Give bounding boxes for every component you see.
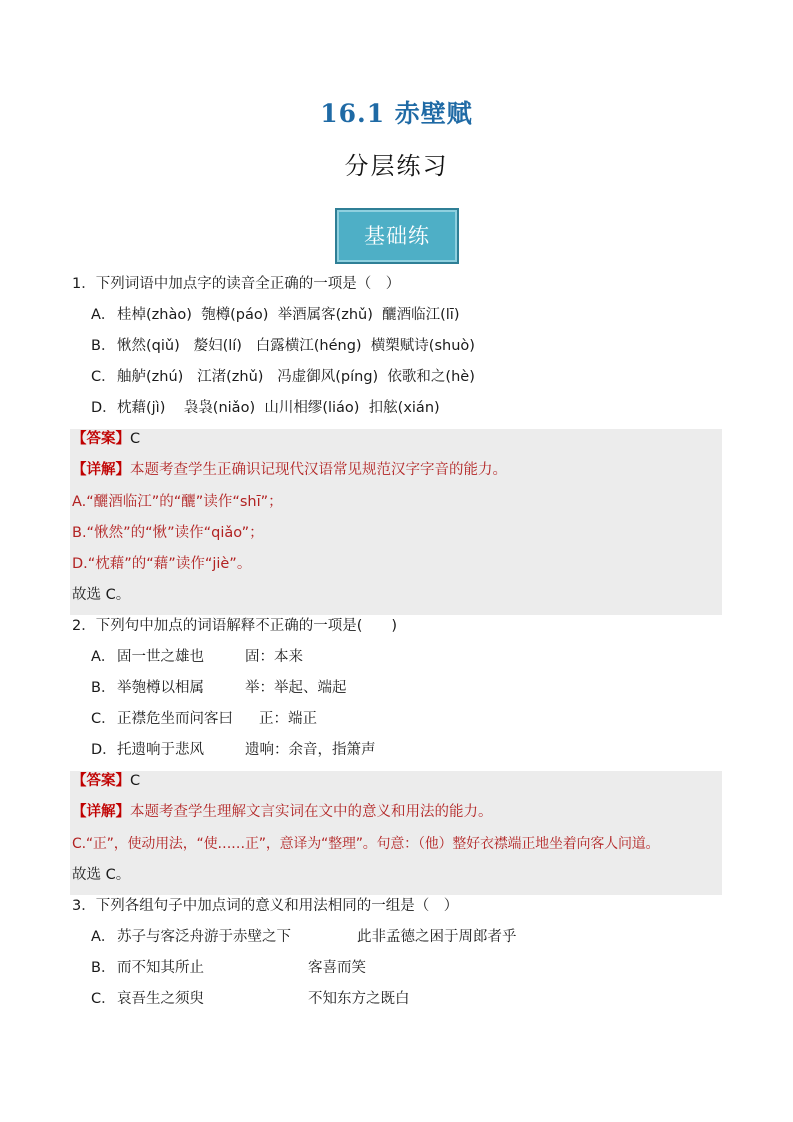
question-3-stem: 3．下列各组句子中加点词的意义和用法相同的一组是（ ）	[72, 898, 459, 914]
option-text-2: 客喜而笑	[308, 960, 366, 976]
document-title: 16.1 赤壁赋	[320, 99, 473, 128]
option-text: 举匏樽以相属	[117, 680, 204, 696]
question-3-option-a	[91, 926, 517, 948]
question-3-option-c	[91, 988, 410, 1010]
option-label: B．	[91, 338, 116, 354]
section-label: 基础练	[335, 208, 459, 264]
answer-tag: 【答案】	[72, 431, 130, 447]
answer-tag: 【答案】	[72, 773, 130, 789]
question-2-option-a	[91, 646, 303, 668]
option-text: 舳舻(zhú) 江渚(zhǔ) 冯虚御风(píng) 依歌和之(hè)	[117, 369, 475, 385]
detail-tag: 【详解】	[72, 804, 130, 820]
question-2-option-d	[91, 739, 376, 761]
question-1-conclusion: 故选 C。	[72, 587, 131, 603]
option-label: D．	[91, 742, 117, 758]
option-label: A．	[91, 929, 116, 945]
option-label: C．	[91, 369, 116, 385]
answer-value: C	[130, 773, 141, 789]
option-label: C．	[91, 711, 116, 727]
question-1-option-d	[91, 397, 440, 419]
question-1-option-b	[91, 335, 475, 357]
option-gloss: 固：本来	[245, 649, 303, 665]
option-text-2: 此非孟德之困于周郎者乎	[357, 929, 517, 945]
question-1-note-d: D.“枕藉”的“藉”读作“jiè”。	[72, 556, 252, 572]
option-text: 枕藉(jì) 袅袅(niǎo) 山川相缪(liáo) 扣舷(xián)	[117, 400, 440, 416]
option-gloss: 正：端正	[259, 711, 317, 727]
question-2-conclusion: 故选 C。	[72, 867, 131, 883]
option-label: B．	[91, 680, 116, 696]
option-label: A．	[91, 307, 116, 323]
answer-value: C	[130, 431, 141, 447]
option-text: 正襟危坐而问客曰	[117, 711, 233, 727]
question-1-answer	[72, 428, 140, 450]
question-1-note-a: A.“釃酒临江”的“釃”读作“shī”；	[72, 494, 283, 510]
question-2-detail	[72, 801, 493, 823]
option-text: 托遗响于悲风	[117, 742, 204, 758]
detail-tag: 【详解】	[72, 462, 130, 478]
question-1-option-c	[91, 366, 475, 388]
option-label: A．	[91, 649, 116, 665]
option-text: 固一世之雄也	[117, 649, 204, 665]
option-label: C．	[91, 991, 116, 1007]
question-1-detail	[72, 459, 507, 481]
option-text: 哀吾生之须臾	[117, 991, 204, 1007]
question-1-option-a	[91, 304, 459, 326]
detail-text: 本题考查学生理解文言实词在文中的意义和用法的能力。	[130, 804, 493, 820]
question-1-stem: 1．下列词语中加点字的读音全正确的一项是（ ）	[72, 276, 401, 292]
option-text: 苏子与客泛舟游于赤壁之下	[117, 929, 291, 945]
option-label: D．	[91, 400, 117, 416]
question-1-note-b: B.“愀然”的“愀”读作“qiǎo”；	[72, 525, 264, 541]
option-label: B．	[91, 960, 116, 976]
option-text: 而不知其所止	[117, 960, 204, 976]
option-text: 愀然(qiǔ) 嫠妇(lí) 白露横江(héng) 横槊赋诗(shuò)	[117, 338, 475, 354]
question-3-option-b	[91, 957, 366, 979]
question-2-option-c	[91, 708, 317, 730]
option-text-2: 不知东方之既白	[308, 991, 410, 1007]
option-gloss: 举：举起、端起	[245, 680, 347, 696]
detail-text: 本题考查学生正确识记现代汉语常见规范汉字字音的能力。	[130, 462, 507, 478]
document-subtitle: 分层练习	[344, 152, 449, 180]
question-2-answer	[72, 770, 140, 792]
option-text: 桂棹(zhào) 匏樽(páo) 举酒属客(zhǔ) 釃酒临江(lī)	[117, 307, 460, 323]
option-gloss: 遗响：余音，指箫声	[245, 742, 376, 758]
question-2-stem: 2．下列句中加点的词语解释不正确的一项是( )	[72, 618, 398, 634]
question-2-note-c: C.“正”，使动用法，“使……正”，意译为“整理”。句意：（他）整好衣襟端正地坐着向客人问道。	[72, 836, 660, 852]
question-2-option-b	[91, 677, 347, 699]
